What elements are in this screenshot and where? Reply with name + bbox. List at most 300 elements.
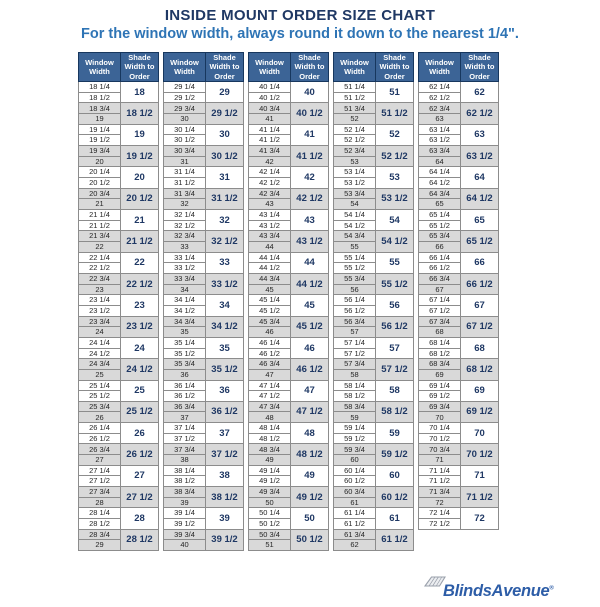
window-width-cell: 20	[79, 156, 121, 167]
shade-order-cell: 32 1/2	[206, 231, 244, 252]
shade-order-cell: 69	[461, 380, 499, 401]
window-width-cell: 39 1/4	[164, 508, 206, 519]
window-width-cell: 33 1/4	[164, 252, 206, 263]
window-width-cell: 65	[419, 199, 461, 210]
window-width-cell: 56	[334, 284, 376, 295]
window-width-header: Window Width	[164, 53, 206, 82]
window-width-cell: 62	[334, 540, 376, 551]
shade-order-cell: 39 1/2	[206, 529, 244, 550]
order-size-table-5	[418, 52, 499, 530]
window-width-cell: 26 1/2	[79, 433, 121, 444]
window-width-cell: 52 3/4	[334, 146, 376, 157]
window-width-cell: 32 1/4	[164, 210, 206, 221]
shade-order-cell: 63 1/2	[461, 146, 499, 167]
window-width-cell: 60 1/2	[334, 476, 376, 487]
window-width-cell: 34 1/2	[164, 305, 206, 316]
window-width-cell: 23 1/4	[79, 295, 121, 306]
window-width-cell: 32 3/4	[164, 231, 206, 242]
window-width-cell: 59 1/2	[334, 433, 376, 444]
window-width-cell: 58 3/4	[334, 401, 376, 412]
order-size-table-3	[248, 52, 329, 551]
window-width-cell: 38 1/2	[164, 476, 206, 487]
shade-order-cell: 38 1/2	[206, 487, 244, 508]
shade-order-cell: 40	[291, 82, 329, 103]
shade-order-cell: 49	[291, 465, 329, 486]
window-width-cell: 49 1/4	[249, 465, 291, 476]
shade-order-cell: 23 1/2	[121, 316, 159, 337]
window-width-cell: 18 1/4	[79, 82, 121, 93]
window-width-cell: 19 1/2	[79, 135, 121, 146]
window-width-cell: 28 1/4	[79, 508, 121, 519]
shade-order-cell: 56	[376, 295, 414, 316]
window-width-cell: 57	[334, 327, 376, 338]
window-width-cell: 42 3/4	[249, 188, 291, 199]
window-width-cell: 42 1/4	[249, 167, 291, 178]
window-width-cell: 49 3/4	[249, 487, 291, 498]
shade-order-cell: 67	[461, 295, 499, 316]
shade-order-cell: 46 1/2	[291, 359, 329, 380]
order-size-table-4	[333, 52, 414, 551]
shade-order-cell: 34	[206, 295, 244, 316]
window-width-cell: 31 1/4	[164, 167, 206, 178]
window-width-cell: 69 3/4	[419, 401, 461, 412]
shade-order-cell: 60	[376, 465, 414, 486]
window-width-cell: 51	[249, 540, 291, 551]
chart-subtitle: For the window width, always round it down to the nearest 1/4".	[81, 26, 519, 42]
shade-order-cell: 25	[121, 380, 159, 401]
window-width-cell: 61 1/2	[334, 519, 376, 530]
window-width-header: Window Width	[419, 53, 461, 82]
shade-order-cell: 33	[206, 252, 244, 273]
window-width-cell: 56 1/2	[334, 305, 376, 316]
shade-width-header: Shade Width to Order	[206, 53, 244, 82]
chart-columns	[78, 52, 499, 551]
shade-order-cell: 44	[291, 252, 329, 273]
window-width-cell: 62 3/4	[419, 103, 461, 114]
shade-order-cell: 57 1/2	[376, 359, 414, 380]
window-width-cell: 63	[419, 114, 461, 125]
window-width-cell: 68 1/4	[419, 337, 461, 348]
shade-order-cell: 54 1/2	[376, 231, 414, 252]
window-width-cell: 36 3/4	[164, 401, 206, 412]
window-width-cell: 25 1/2	[79, 391, 121, 402]
window-width-cell: 62 1/2	[419, 92, 461, 103]
window-width-cell: 45 1/2	[249, 305, 291, 316]
shade-order-cell: 54	[376, 210, 414, 231]
window-width-cell: 71 3/4	[419, 487, 461, 498]
shade-order-cell: 53	[376, 167, 414, 188]
window-width-cell: 26	[79, 412, 121, 423]
shade-order-cell: 53 1/2	[376, 188, 414, 209]
window-width-cell: 44 1/4	[249, 252, 291, 263]
window-width-cell: 43	[249, 199, 291, 210]
shade-order-cell: 61	[376, 508, 414, 529]
window-width-cell: 28 1/2	[79, 519, 121, 530]
window-width-header: Window Width	[249, 53, 291, 82]
window-width-cell: 28 3/4	[79, 529, 121, 540]
shade-order-cell: 55	[376, 252, 414, 273]
window-width-cell: 36 1/2	[164, 391, 206, 402]
window-width-cell: 54 1/4	[334, 210, 376, 221]
shade-order-cell: 65 1/2	[461, 231, 499, 252]
shade-order-cell: 69 1/2	[461, 401, 499, 422]
window-width-cell: 72	[419, 497, 461, 508]
window-width-cell: 54 1/2	[334, 220, 376, 231]
shade-order-cell: 48	[291, 423, 329, 444]
window-width-cell: 23 1/2	[79, 305, 121, 316]
window-width-cell: 50 3/4	[249, 529, 291, 540]
window-width-cell: 30 1/4	[164, 124, 206, 135]
shade-order-cell: 66 1/2	[461, 273, 499, 294]
window-width-cell: 64 1/2	[419, 178, 461, 189]
window-width-cell: 50	[249, 497, 291, 508]
window-width-cell: 38	[164, 455, 206, 466]
window-width-cell: 66 3/4	[419, 273, 461, 284]
window-width-cell: 20 1/2	[79, 178, 121, 189]
shade-order-cell: 46	[291, 337, 329, 358]
window-width-cell: 57 1/2	[334, 348, 376, 359]
window-width-cell: 55 3/4	[334, 273, 376, 284]
shade-order-cell: 51	[376, 82, 414, 103]
window-width-cell: 45 1/4	[249, 295, 291, 306]
shade-order-cell: 58 1/2	[376, 401, 414, 422]
window-width-cell: 57 1/4	[334, 337, 376, 348]
window-width-cell: 40 1/4	[249, 82, 291, 93]
shade-order-cell: 31	[206, 167, 244, 188]
window-width-cell: 48	[249, 412, 291, 423]
window-width-cell: 19	[79, 114, 121, 125]
window-width-cell: 21	[79, 199, 121, 210]
shade-order-cell: 26 1/2	[121, 444, 159, 465]
window-width-cell: 52	[334, 114, 376, 125]
window-width-cell: 34 1/4	[164, 295, 206, 306]
shade-order-cell: 42	[291, 167, 329, 188]
shade-order-cell: 31 1/2	[206, 188, 244, 209]
shade-order-cell: 47 1/2	[291, 401, 329, 422]
window-width-cell: 21 3/4	[79, 231, 121, 242]
shade-order-cell: 28 1/2	[121, 529, 159, 550]
window-width-cell: 35 1/2	[164, 348, 206, 359]
window-width-cell: 19 1/4	[79, 124, 121, 135]
window-width-cell: 38 1/4	[164, 465, 206, 476]
shade-order-cell: 27	[121, 465, 159, 486]
window-width-cell: 33	[164, 241, 206, 252]
shade-order-cell: 19 1/2	[121, 146, 159, 167]
window-width-cell: 40 1/2	[249, 92, 291, 103]
window-width-cell: 27 3/4	[79, 487, 121, 498]
shade-order-cell: 30	[206, 124, 244, 145]
window-width-cell: 36	[164, 369, 206, 380]
window-width-cell: 22 1/4	[79, 252, 121, 263]
window-width-cell: 53 1/4	[334, 167, 376, 178]
window-width-cell: 44 1/2	[249, 263, 291, 274]
shade-order-cell: 44 1/2	[291, 273, 329, 294]
shade-order-cell: 66	[461, 252, 499, 273]
window-width-header: Window Width	[334, 53, 376, 82]
shade-order-cell: 26	[121, 423, 159, 444]
window-width-cell: 29 3/4	[164, 103, 206, 114]
window-width-cell: 37 1/2	[164, 433, 206, 444]
window-width-cell: 44	[249, 241, 291, 252]
shade-order-cell: 36	[206, 380, 244, 401]
shade-order-cell: 67 1/2	[461, 316, 499, 337]
window-width-cell: 66	[419, 241, 461, 252]
shade-order-cell: 45	[291, 295, 329, 316]
shade-order-cell: 57	[376, 337, 414, 358]
shade-order-cell: 42 1/2	[291, 188, 329, 209]
window-width-cell: 18 1/2	[79, 92, 121, 103]
window-width-cell: 55 1/4	[334, 252, 376, 263]
window-width-cell: 46 3/4	[249, 359, 291, 370]
shade-order-cell: 20	[121, 167, 159, 188]
window-width-cell: 29	[79, 540, 121, 551]
shade-order-cell: 52 1/2	[376, 146, 414, 167]
window-width-cell: 27 1/4	[79, 465, 121, 476]
shade-order-cell: 64	[461, 167, 499, 188]
blindsavenue-logo	[424, 574, 554, 599]
window-width-cell: 50 1/4	[249, 508, 291, 519]
window-width-cell: 51 3/4	[334, 103, 376, 114]
window-width-cell: 70 1/4	[419, 423, 461, 434]
window-width-cell: 46	[249, 327, 291, 338]
logo-wordmark: BlindsAvenue	[443, 581, 550, 600]
window-width-cell: 33 1/2	[164, 263, 206, 274]
window-width-cell: 31 1/2	[164, 178, 206, 189]
shade-order-cell: 55 1/2	[376, 273, 414, 294]
shade-order-cell: 32	[206, 210, 244, 231]
window-width-cell: 59 3/4	[334, 444, 376, 455]
shade-order-cell: 29	[206, 82, 244, 103]
window-width-cell: 69 1/2	[419, 391, 461, 402]
window-width-cell: 69 1/4	[419, 380, 461, 391]
shade-order-cell: 24 1/2	[121, 359, 159, 380]
window-width-cell: 21 1/2	[79, 220, 121, 231]
window-width-cell: 24 1/2	[79, 348, 121, 359]
window-width-cell: 31 3/4	[164, 188, 206, 199]
shade-order-cell: 36 1/2	[206, 401, 244, 422]
shade-order-cell: 71	[461, 465, 499, 486]
window-width-cell: 22 1/2	[79, 263, 121, 274]
window-width-cell: 31	[164, 156, 206, 167]
window-width-cell: 68 3/4	[419, 359, 461, 370]
window-width-cell: 49	[249, 455, 291, 466]
shade-order-cell: 59 1/2	[376, 444, 414, 465]
window-width-cell: 25 1/4	[79, 380, 121, 391]
window-width-cell: 24	[79, 327, 121, 338]
window-width-cell: 52 1/4	[334, 124, 376, 135]
shade-order-cell: 23	[121, 295, 159, 316]
window-width-cell: 71	[419, 455, 461, 466]
shade-order-cell: 38	[206, 465, 244, 486]
window-width-cell: 41 3/4	[249, 146, 291, 157]
shade-order-cell: 34 1/2	[206, 316, 244, 337]
window-width-cell: 70	[419, 412, 461, 423]
window-width-cell: 69	[419, 369, 461, 380]
shade-order-cell: 18	[121, 82, 159, 103]
shade-order-cell: 62 1/2	[461, 103, 499, 124]
shade-order-cell: 33 1/2	[206, 273, 244, 294]
window-width-cell: 29 1/4	[164, 82, 206, 93]
window-width-cell: 59 1/4	[334, 423, 376, 434]
shade-order-cell: 25 1/2	[121, 401, 159, 422]
shade-order-cell: 47	[291, 380, 329, 401]
window-width-cell: 42 1/2	[249, 178, 291, 189]
shade-order-cell: 29 1/2	[206, 103, 244, 124]
window-width-cell: 45 3/4	[249, 316, 291, 327]
window-width-cell: 62 1/4	[419, 82, 461, 93]
window-width-cell: 35 3/4	[164, 359, 206, 370]
shade-width-header: Shade Width to Order	[291, 53, 329, 82]
window-width-cell: 32	[164, 199, 206, 210]
window-width-cell: 34 3/4	[164, 316, 206, 327]
shade-order-cell: 64 1/2	[461, 188, 499, 209]
window-width-cell: 57 3/4	[334, 359, 376, 370]
shade-order-cell: 49 1/2	[291, 487, 329, 508]
window-width-cell: 47 1/4	[249, 380, 291, 391]
window-width-cell: 63 1/4	[419, 124, 461, 135]
window-width-cell: 25	[79, 369, 121, 380]
shade-order-cell: 35 1/2	[206, 359, 244, 380]
window-width-cell: 19 3/4	[79, 146, 121, 157]
window-width-cell: 47	[249, 369, 291, 380]
window-width-cell: 64	[419, 156, 461, 167]
window-width-cell: 25 3/4	[79, 401, 121, 412]
window-width-cell: 68 1/2	[419, 348, 461, 359]
window-width-cell: 22	[79, 241, 121, 252]
window-width-cell: 38 3/4	[164, 487, 206, 498]
shade-order-cell: 43 1/2	[291, 231, 329, 252]
window-width-cell: 68	[419, 327, 461, 338]
window-width-cell: 47 3/4	[249, 401, 291, 412]
shade-order-cell: 39	[206, 508, 244, 529]
window-width-cell: 30 1/2	[164, 135, 206, 146]
window-width-cell: 56 1/4	[334, 295, 376, 306]
window-width-cell: 20 3/4	[79, 188, 121, 199]
window-width-cell: 67	[419, 284, 461, 295]
window-width-cell: 23	[79, 284, 121, 295]
window-width-cell: 48 1/2	[249, 433, 291, 444]
order-size-table-1	[78, 52, 159, 551]
window-width-cell: 46 1/2	[249, 348, 291, 359]
window-width-cell: 39 1/2	[164, 519, 206, 530]
window-width-cell: 23 3/4	[79, 316, 121, 327]
shade-order-cell: 72	[461, 508, 499, 529]
shade-order-cell: 27 1/2	[121, 487, 159, 508]
shade-order-cell: 37	[206, 423, 244, 444]
window-width-cell: 71 1/4	[419, 465, 461, 476]
window-width-cell: 47 1/2	[249, 391, 291, 402]
shade-order-cell: 19	[121, 124, 159, 145]
window-width-cell: 65 1/2	[419, 220, 461, 231]
shade-order-cell: 71 1/2	[461, 487, 499, 508]
shade-order-cell: 30 1/2	[206, 146, 244, 167]
window-width-cell: 39	[164, 497, 206, 508]
shade-order-cell: 51 1/2	[376, 103, 414, 124]
shade-order-cell: 70	[461, 423, 499, 444]
window-width-cell: 43 1/2	[249, 220, 291, 231]
window-width-cell: 66 1/4	[419, 252, 461, 263]
logo-text	[443, 583, 554, 600]
window-width-cell: 70 1/2	[419, 433, 461, 444]
window-width-cell: 43 1/4	[249, 210, 291, 221]
window-width-cell: 53 3/4	[334, 188, 376, 199]
shade-order-cell: 35	[206, 337, 244, 358]
shade-order-cell: 22	[121, 252, 159, 273]
window-width-cell: 63 3/4	[419, 146, 461, 157]
window-width-cell: 60 1/4	[334, 465, 376, 476]
registered-trademark-icon: ®	[549, 585, 554, 591]
window-width-cell: 52 1/2	[334, 135, 376, 146]
window-width-cell: 51 1/2	[334, 92, 376, 103]
window-width-cell: 51 1/4	[334, 82, 376, 93]
order-size-table-2	[163, 52, 244, 551]
shade-order-cell: 37 1/2	[206, 444, 244, 465]
window-width-cell: 58 1/2	[334, 391, 376, 402]
window-width-cell: 18 3/4	[79, 103, 121, 114]
window-width-cell: 56 3/4	[334, 316, 376, 327]
window-width-cell: 32 1/2	[164, 220, 206, 231]
shade-order-cell: 20 1/2	[121, 188, 159, 209]
window-width-cell: 64 3/4	[419, 188, 461, 199]
shade-order-cell: 52	[376, 124, 414, 145]
window-width-cell: 53	[334, 156, 376, 167]
window-width-cell: 61 3/4	[334, 529, 376, 540]
window-width-cell: 43 3/4	[249, 231, 291, 242]
window-width-cell: 54 3/4	[334, 231, 376, 242]
window-width-cell: 67 1/4	[419, 295, 461, 306]
chart-title: INSIDE MOUNT ORDER SIZE CHART	[164, 7, 436, 24]
shade-order-cell: 68 1/2	[461, 359, 499, 380]
shade-width-header: Shade Width to Order	[376, 53, 414, 82]
window-width-cell: 27 1/2	[79, 476, 121, 487]
window-width-cell: 54	[334, 199, 376, 210]
shade-order-cell: 50	[291, 508, 329, 529]
shade-order-cell: 61 1/2	[376, 529, 414, 550]
window-width-cell: 20 1/4	[79, 167, 121, 178]
window-width-cell: 45	[249, 284, 291, 295]
window-width-cell: 70 3/4	[419, 444, 461, 455]
shade-width-header: Shade Width to Order	[461, 53, 499, 82]
window-width-cell: 21 1/4	[79, 210, 121, 221]
window-width-cell: 60	[334, 455, 376, 466]
window-width-cell: 35 1/4	[164, 337, 206, 348]
shade-order-cell: 48 1/2	[291, 444, 329, 465]
window-width-cell: 61 1/4	[334, 508, 376, 519]
window-width-cell: 41 1/2	[249, 135, 291, 146]
window-width-cell: 36 1/4	[164, 380, 206, 391]
shade-order-cell: 62	[461, 82, 499, 103]
window-width-cell: 37 3/4	[164, 444, 206, 455]
shade-width-header: Shade Width to Order	[121, 53, 159, 82]
shade-order-cell: 56 1/2	[376, 316, 414, 337]
window-width-cell: 55	[334, 241, 376, 252]
window-width-cell: 49 1/2	[249, 476, 291, 487]
window-width-cell: 30	[164, 114, 206, 125]
window-width-cell: 29 1/2	[164, 92, 206, 103]
window-width-cell: 41	[249, 114, 291, 125]
window-width-cell: 66 1/2	[419, 263, 461, 274]
shade-order-cell: 65	[461, 210, 499, 231]
window-width-cell: 65 1/4	[419, 210, 461, 221]
window-width-cell: 58 1/4	[334, 380, 376, 391]
window-width-cell: 30 3/4	[164, 146, 206, 157]
window-width-cell: 67 3/4	[419, 316, 461, 327]
shade-order-cell: 21 1/2	[121, 231, 159, 252]
window-width-cell: 39 3/4	[164, 529, 206, 540]
window-width-cell: 24 1/4	[79, 337, 121, 348]
shade-order-cell: 18 1/2	[121, 103, 159, 124]
shade-order-cell: 41 1/2	[291, 146, 329, 167]
